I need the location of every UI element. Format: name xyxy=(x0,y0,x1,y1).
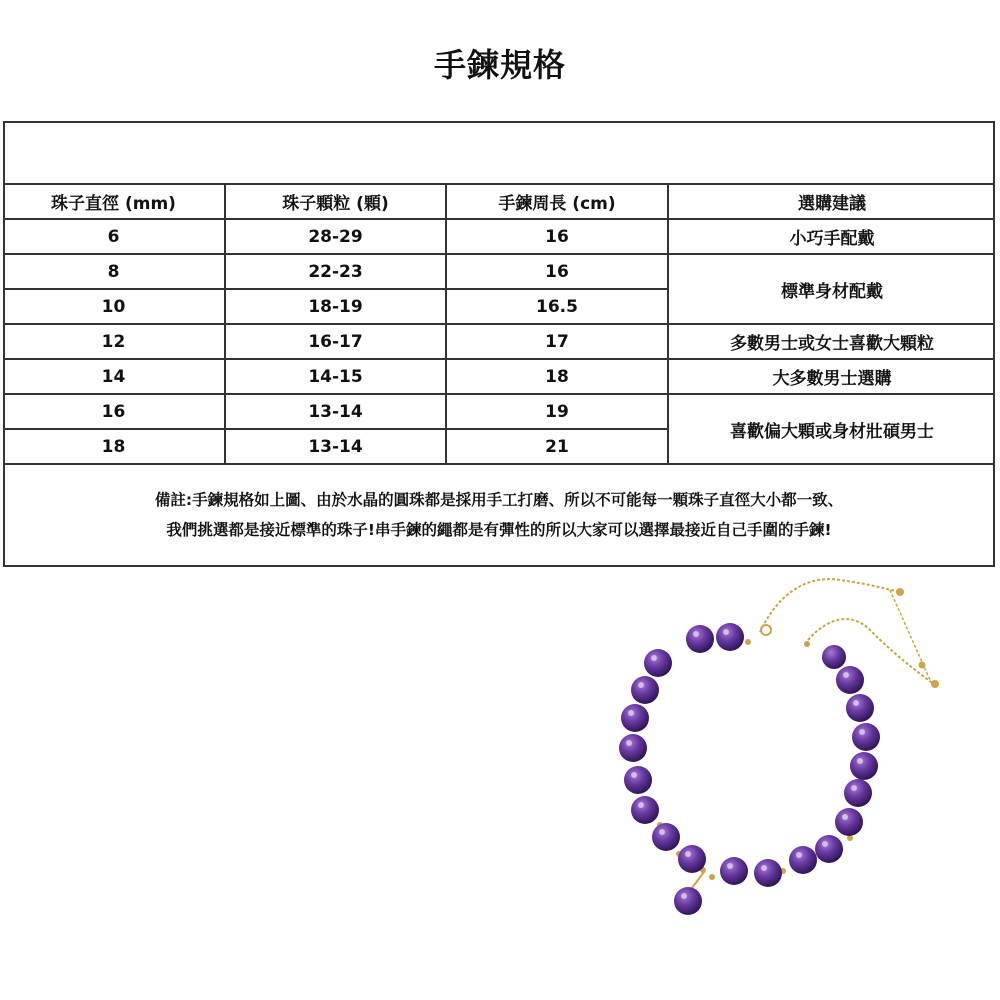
table-row xyxy=(3,219,995,254)
bracelet-photo xyxy=(600,570,1000,930)
table-row xyxy=(3,324,995,359)
cell-length: 19 xyxy=(446,394,668,429)
charm-link xyxy=(692,872,704,888)
cell-count: 13-14 xyxy=(225,429,446,464)
spec-table xyxy=(3,183,995,465)
cell-count: 18-19 xyxy=(225,289,446,324)
cell-advice: 喜歡偏大顆或身材壯碩男士 xyxy=(668,394,995,464)
cell-length: 17 xyxy=(446,324,668,359)
header-count: 珠子顆粒 (顆) xyxy=(225,184,446,219)
cell-diameter: 8 xyxy=(3,254,225,289)
table-row xyxy=(3,359,995,394)
header-diameter: 珠子直徑 (mm) xyxy=(3,184,225,219)
header-length: 手鍊周長 (cm) xyxy=(446,184,668,219)
amethyst-beads xyxy=(619,623,880,887)
cell-length: 21 xyxy=(446,429,668,464)
note-line: 備註:手鍊規格如上圖、由於水晶的圓珠都是採用手工打磨、所以不可能每一顆珠子直徑大小都一致、 xyxy=(154,490,844,509)
note-box xyxy=(3,462,995,567)
table-row xyxy=(3,394,995,429)
chain-bead xyxy=(919,662,926,669)
note-line: 我們挑選都是接近標準的珠子!串手鍊的繩都是有彈性的所以大家可以選擇最接近自己手圍的手鍊! xyxy=(166,520,832,539)
cell-count: 14-15 xyxy=(225,359,446,394)
cell-diameter: 12 xyxy=(3,324,225,359)
cell-length: 16 xyxy=(446,254,668,289)
chain-bead xyxy=(896,588,904,596)
cell-count: 16-17 xyxy=(225,324,446,359)
cell-count: 22-23 xyxy=(225,254,446,289)
cell-length: 16.5 xyxy=(446,289,668,324)
chain-bead xyxy=(931,680,939,688)
header-advice: 選購建議 xyxy=(668,184,995,219)
cell-advice: 小巧手配戴 xyxy=(668,219,995,254)
cell-count: 28-29 xyxy=(225,219,446,254)
page-title: 手鍊規格 xyxy=(433,46,566,84)
cell-count: 13-14 xyxy=(225,394,446,429)
cell-advice: 標準身材配戴 xyxy=(668,254,995,324)
table-header-row xyxy=(3,184,995,219)
cell-diameter: 10 xyxy=(3,289,225,324)
table-row xyxy=(3,254,995,289)
charm-bead xyxy=(674,887,702,915)
clasp xyxy=(761,625,771,635)
cell-diameter: 16 xyxy=(3,394,225,429)
cell-diameter: 6 xyxy=(3,219,225,254)
cell-length: 16 xyxy=(446,219,668,254)
cell-diameter: 14 xyxy=(3,359,225,394)
cell-diameter: 18 xyxy=(3,429,225,464)
cell-advice: 大多數男士選購 xyxy=(668,359,995,394)
cell-advice: 多數男士或女士喜歡大顆粒 xyxy=(668,324,995,359)
cell-length: 18 xyxy=(446,359,668,394)
chain-strand xyxy=(760,579,900,632)
